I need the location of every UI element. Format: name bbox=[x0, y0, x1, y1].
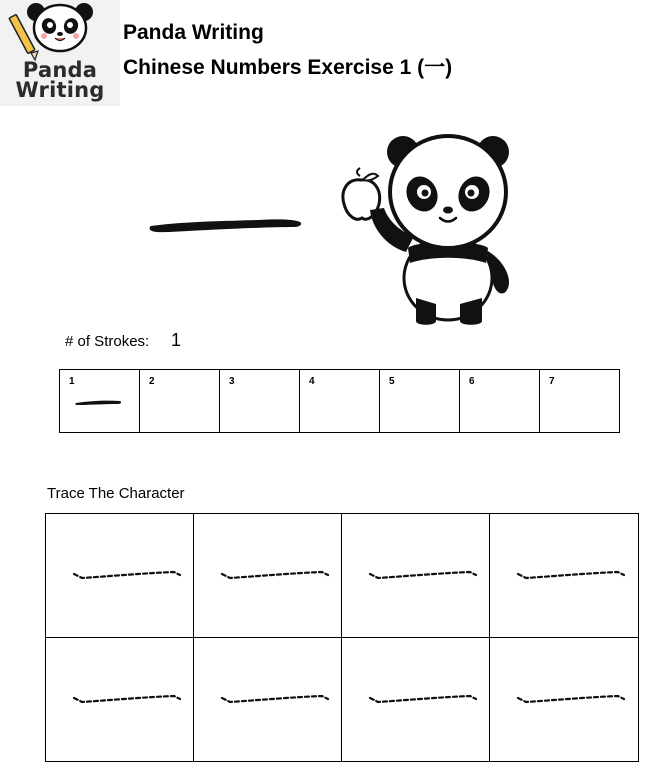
trace-dotted-stroke bbox=[72, 566, 184, 582]
logo-word-writing: Writing bbox=[15, 78, 105, 102]
trace-dotted-stroke bbox=[220, 566, 332, 582]
trace-cell[interactable] bbox=[490, 638, 638, 762]
stroke-order-cell bbox=[540, 370, 619, 432]
stroke-order-number: 5 bbox=[389, 376, 395, 387]
pencil-icon bbox=[9, 14, 38, 60]
stroke-order-cell bbox=[300, 370, 380, 432]
panda-logo-icon bbox=[0, 0, 120, 64]
character-glyph-large bbox=[148, 212, 306, 238]
trace-grid bbox=[45, 513, 639, 762]
stroke-order-stroke bbox=[74, 396, 124, 408]
stroke-order-cell bbox=[460, 370, 540, 432]
stroke-order-number: 1 bbox=[69, 376, 75, 387]
stroke-count-value: 1 bbox=[171, 330, 182, 350]
trace-dotted-stroke bbox=[368, 690, 480, 706]
trace-dotted-stroke bbox=[516, 566, 628, 582]
stroke-order-cell bbox=[140, 370, 220, 432]
trace-cell[interactable] bbox=[194, 638, 342, 762]
stroke-count-label: # of Strokes: bbox=[65, 333, 150, 350]
trace-cell[interactable] bbox=[194, 514, 342, 638]
trace-cell[interactable] bbox=[490, 514, 638, 638]
stroke-order-cell bbox=[380, 370, 460, 432]
stroke-order-number: 4 bbox=[309, 376, 315, 387]
trace-cell[interactable] bbox=[46, 638, 194, 762]
stroke-order-number: 6 bbox=[469, 376, 475, 387]
stroke-order-table bbox=[59, 369, 620, 433]
panda-writing-logo bbox=[0, 0, 120, 106]
panda-illustration-icon bbox=[336, 128, 526, 328]
stroke-order-cell bbox=[220, 370, 300, 432]
stroke-order-number: 3 bbox=[229, 376, 235, 387]
trace-section-label: Trace The Character bbox=[47, 485, 185, 502]
page-subtitle: Chinese Numbers Exercise 1 (一) bbox=[123, 56, 453, 79]
logo-word-panda: Panda bbox=[22, 58, 98, 82]
trace-cell[interactable] bbox=[342, 638, 490, 762]
trace-dotted-stroke bbox=[368, 566, 480, 582]
stroke-order-number: 7 bbox=[549, 376, 555, 387]
trace-dotted-stroke bbox=[220, 690, 332, 706]
trace-dotted-stroke bbox=[516, 690, 628, 706]
stroke-order-cell bbox=[60, 370, 140, 432]
page-title: Panda Writing bbox=[123, 21, 264, 44]
trace-cell[interactable] bbox=[46, 514, 194, 638]
trace-cell[interactable] bbox=[342, 514, 490, 638]
trace-dotted-stroke bbox=[72, 690, 184, 706]
stroke-order-number: 2 bbox=[149, 376, 155, 387]
